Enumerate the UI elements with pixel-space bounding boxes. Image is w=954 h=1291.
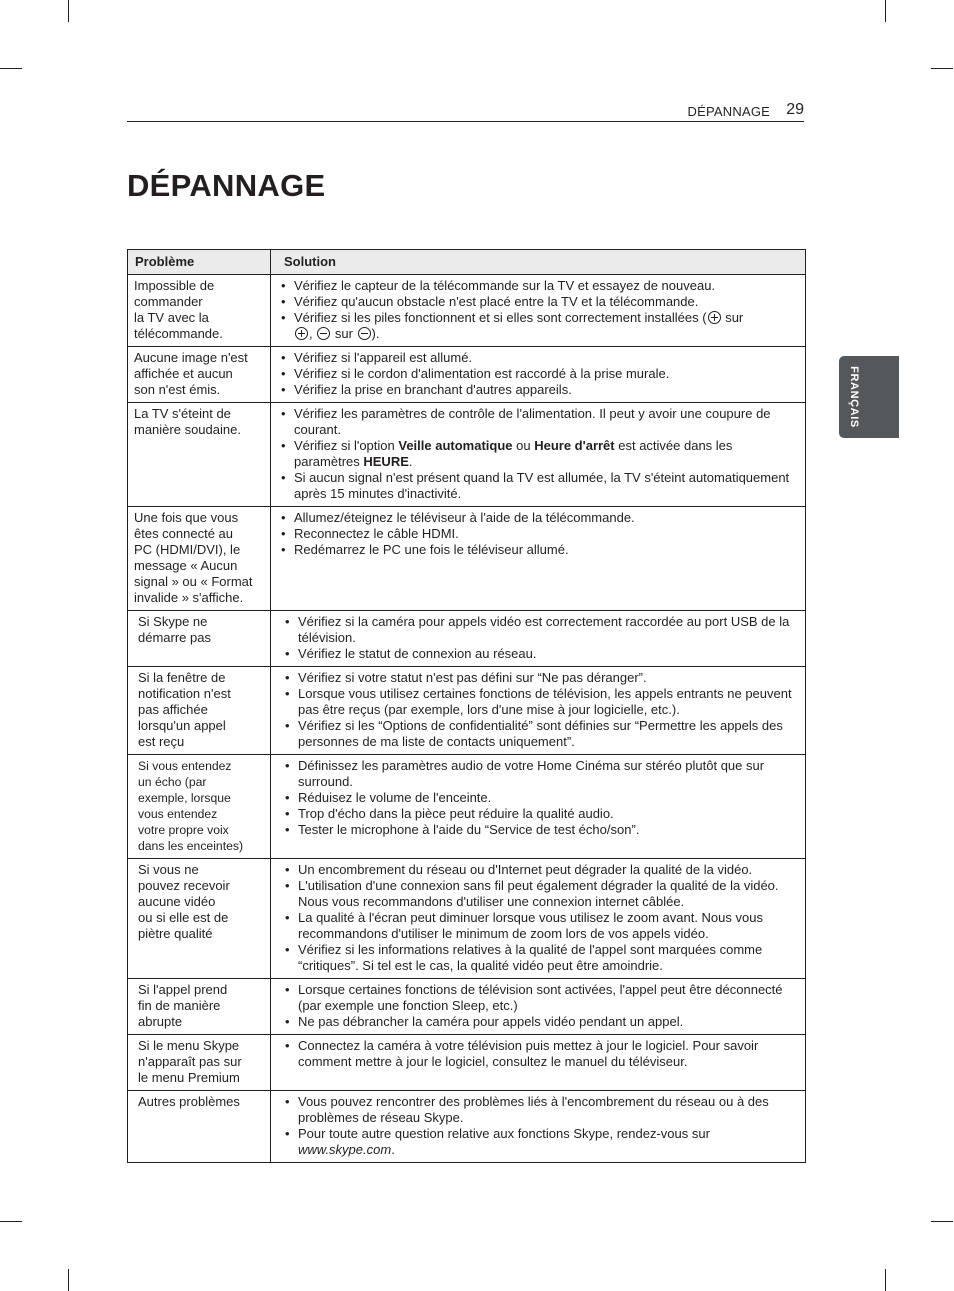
table-row <box>128 275 806 347</box>
solution-item: • Ne pas débrancher la caméra pour appels vidéo pendant un appel. <box>284 1014 799 1030</box>
solution-item: • Vérifiez qu'aucun obstacle n'est placé entre la TV et la télécommande. <box>280 294 799 310</box>
solution-item: • Redémarrez le PC une fois le téléviseur allumé. <box>280 542 799 558</box>
problem-cell <box>128 667 271 755</box>
solution-item: • Vérifiez si les piles fonctionnent et si elles sont correctement installées ( sur , sur ). <box>280 310 799 342</box>
solution-cell <box>271 1091 806 1163</box>
page-number: 29 <box>786 101 804 118</box>
solution-item: • Lorsque certaines fonctions de télévision sont activées, l'appel peut être déconnecté (par exemple une fonction Sleep, etc.) <box>284 982 799 1014</box>
solution-item: • Un encombrement du réseau ou d'Internet peut dégrader la qualité de la vidéo. <box>284 862 799 878</box>
crop-mark <box>931 1221 953 1222</box>
solution-item: • Vérifiez si les informations relatives à la qualité de l'appel sont marquées comme “critiques”. Si tel est le cas, la qualité vidéo peut être amoindrie. <box>284 942 799 974</box>
solution-item: • Connectez la caméra à votre télévision puis mettez à jour le logiciel. Pour savoir comment mettre à jour le logiciel, consultez le manuel du téléviseur. <box>284 1038 799 1070</box>
plus-circle-icon <box>708 311 721 324</box>
solution-item: • Vérifiez le capteur de la télécommande sur la TV et essayez de nouveau. <box>280 278 799 294</box>
running-header <box>127 100 804 122</box>
table-row <box>128 1035 806 1091</box>
problem-text: Si l'appel prend fin de manière abrupte <box>138 982 228 1029</box>
table-row <box>128 347 806 403</box>
table-row <box>128 611 806 667</box>
crop-mark <box>68 0 69 22</box>
solution-item: • Vérifiez le statut de connexion au réseau. <box>284 646 799 662</box>
solution-item: • Pour toute autre question relative aux fonctions Skype, rendez-vous sur www.skype.com. <box>284 1126 799 1158</box>
problem-text: Si vous entendez un écho (par exemple, lorsque vous entendez votre propre voix dans les enceintes) <box>138 759 244 853</box>
problem-cell <box>128 507 271 611</box>
problem-cell <box>128 347 271 403</box>
solution-item: • Vérifiez si les “Options de confidentialité” sont définies sur “Permettre les appels des personnes de ma liste de contacts uniquement”. <box>284 718 799 750</box>
solution-item: • Définissez les paramètres audio de votre Home Cinéma sur stéréo plutôt que sur surround. <box>284 758 799 790</box>
solution-item: • Réduisez le volume de l'enceinte. <box>284 790 799 806</box>
problem-cell <box>128 755 271 859</box>
table-row <box>128 403 806 507</box>
column-header-solution: Solution <box>271 250 806 275</box>
solution-item: • La qualité à l'écran peut diminuer lorsque vous utilisez le zoom avant. Nous vous recommandons d'utiliser le minimum de zoom lors de vos appels vidéo. <box>284 910 799 942</box>
solution-cell <box>271 667 806 755</box>
solution-item: • Vérifiez les paramètres de contrôle de l'alimentation. Il peut y avoir une coupure de courant. <box>280 406 799 438</box>
crop-mark <box>885 1269 886 1291</box>
problem-cell <box>128 275 271 347</box>
solution-item: • Allumez/éteignez le téléviseur à l'aide de la télécommande. <box>280 510 799 526</box>
table-row <box>128 507 806 611</box>
minus-circle-icon <box>358 327 371 340</box>
solution-cell <box>271 347 806 403</box>
problem-cell <box>128 979 271 1035</box>
solution-cell <box>271 403 806 507</box>
problem-text: Impossible de commander la TV avec la télécommande. <box>134 278 223 341</box>
solution-item: • Si aucun signal n'est présent quand la TV est allumée, la TV s'éteint automatiquement après 15 minutes d'inactivité. <box>280 470 799 502</box>
plus-circle-icon <box>295 327 308 340</box>
problem-cell <box>128 611 271 667</box>
problem-text: Une fois que vous êtes connecté au PC (HDMI/DVI), le message « Aucun signal » ou « Format invalide » s'affiche. <box>134 510 253 605</box>
crop-mark <box>68 1269 69 1291</box>
table-row <box>128 667 806 755</box>
solution-cell <box>271 275 806 347</box>
solution-item: • Vérifiez si votre statut n'est pas défini sur “Ne pas déranger”. <box>284 670 799 686</box>
problem-cell <box>128 403 271 507</box>
crop-mark <box>0 68 22 69</box>
solution-item: • Trop d'écho dans la pièce peut réduire la qualité audio. <box>284 806 799 822</box>
solution-cell <box>271 1035 806 1091</box>
solution-cell <box>271 507 806 611</box>
table-row <box>128 859 806 979</box>
solution-item: • Lorsque vous utilisez certaines fonctions de télévision, les appels entrants ne peuvent pas être reçus (par exemple, lors d'une mise à jour logicielle, etc.). <box>284 686 799 718</box>
solution-item: • Vérifiez si l'option Veille automatique ou Heure d'arrêt est activée dans les paramètres HEURE. <box>280 438 799 470</box>
problem-cell <box>128 859 271 979</box>
table-header-row <box>128 250 806 275</box>
solution-item: • L'utilisation d'une connexion sans fil peut également dégrader la qualité de la vidéo. Nous vous recommandons d'utiliser une connexion internet câblée. <box>284 878 799 910</box>
problem-text: Autres problèmes <box>138 1094 240 1109</box>
table-row <box>128 979 806 1035</box>
solution-item: • Reconnectez le câble HDMI. <box>280 526 799 542</box>
problem-text: Si Skype ne démarre pas <box>138 614 211 645</box>
solution-item: • Vérifiez la prise en branchant d'autres appareils. <box>280 382 799 398</box>
problem-text: Si vous ne pouvez recevoir aucune vidéo ou si elle est de piètre qualité <box>138 862 230 941</box>
solution-cell <box>271 979 806 1035</box>
problem-text: Si le menu Skype n'apparaît pas sur le menu Premium <box>138 1038 242 1085</box>
crop-mark <box>0 1221 22 1222</box>
solution-cell <box>271 859 806 979</box>
problem-text: La TV s'éteint de manière soudaine. <box>134 406 241 437</box>
column-header-problem: Problème <box>128 250 271 275</box>
troubleshooting-table <box>127 249 805 1163</box>
solution-item: • Tester le microphone à l'aide du “Service de test écho/son”. <box>284 822 799 838</box>
problem-cell <box>128 1035 271 1091</box>
page-title: DÉPANNAGE <box>127 168 326 203</box>
problem-text: Si la fenêtre de notification n'est pas affichée lorsqu'un appel est reçu <box>138 670 231 749</box>
skype-website-link[interactable]: www.skype.com <box>298 1142 392 1157</box>
problem-cell <box>128 1091 271 1163</box>
solution-item: • Vous pouvez rencontrer des problèmes liés à l'encombrement du réseau ou à des problèmes de réseau Skype. <box>284 1094 799 1126</box>
language-tab-label: FRANÇAIS <box>848 366 860 428</box>
language-tab <box>839 356 899 438</box>
table-row <box>128 755 806 859</box>
header-section-title: DÉPANNAGE <box>687 104 770 119</box>
table-row <box>128 1091 806 1163</box>
crop-mark <box>931 68 953 69</box>
solution-cell <box>271 755 806 859</box>
solution-item: • Vérifiez si le cordon d'alimentation est raccordé à la prise murale. <box>280 366 799 382</box>
solution-cell <box>271 611 806 667</box>
crop-mark <box>885 0 886 22</box>
solution-item: • Vérifiez si l'appareil est allumé. <box>280 350 799 366</box>
minus-circle-icon <box>317 327 330 340</box>
solution-item: • Vérifiez si la caméra pour appels vidéo est correctement raccordée au port USB de la télévision. <box>284 614 799 646</box>
problem-text: Aucune image n'est affichée et aucun son n'est émis. <box>134 350 248 397</box>
